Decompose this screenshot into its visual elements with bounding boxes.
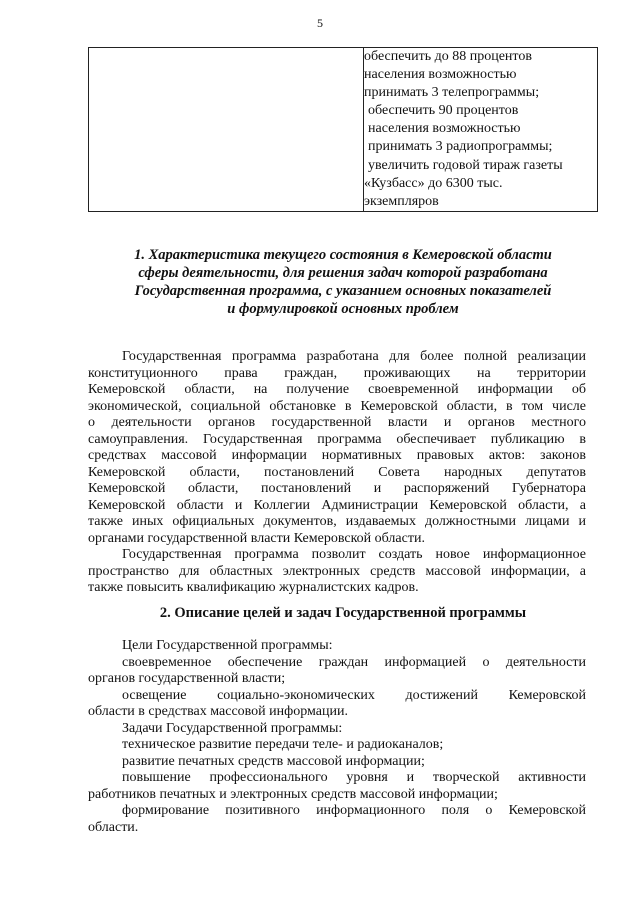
text-line: конституционного права граждан, проживающих на территории — [88, 365, 586, 381]
task-line: развитие печатных средств массовой информации; — [122, 753, 425, 769]
goal-line: своевременное обеспечение граждан информацией о деятельности — [122, 654, 586, 670]
table-right-cell — [364, 48, 598, 212]
task-line: формирование позитивного информационного поля о Кемеровской — [122, 803, 586, 818]
text-line: самоуправления. Государственная программа обеспечивает публикацию в — [88, 431, 586, 447]
text-line: органами государственной власти Кемеровской области. — [88, 530, 425, 546]
section1-title-line: 1. Характеристика текущего состояния в Кемеровской области — [134, 247, 552, 263]
section2-title — [88, 604, 598, 622]
section1-title-line: и формулировкой основных проблем — [227, 301, 459, 317]
text-line: также иных официальных документов, издаваемых должностными лицами и — [88, 514, 586, 529]
table-line: экземпляров — [364, 193, 439, 209]
section2-title-line: 2. Описание целей и задач Государственной программы — [159, 605, 527, 621]
section2-body — [88, 638, 586, 836]
text-line: пространство для областных электронных средств массовой информации, а — [88, 563, 586, 579]
table-line: принимать 3 телепрограммы; — [364, 85, 540, 101]
task-line: техническое развитие передачи теле- и радиоканалов; — [122, 737, 444, 752]
top-table — [88, 47, 598, 212]
goal-line: освещение социально-экономических достижений Кемеровской — [122, 687, 586, 703]
text-line: о деятельности органов государственной власти и органов местного — [88, 415, 586, 430]
section1-title-line: сферы деятельности, для решения задач которой разработана — [138, 265, 548, 281]
table-line: принимать 3 радиопрограммы; — [368, 139, 553, 155]
section1-paragraph-1 — [88, 349, 586, 597]
section1-title — [88, 246, 598, 318]
text-line: Кемеровской области, постановлений Совета народных депутатов — [88, 464, 586, 480]
text-line: средствах массовой информации нормативных правовых актов: законов — [88, 448, 586, 463]
text-line: Государственная программа разработана для более полной реализации — [122, 349, 586, 364]
table-line: «Кузбасс» до 6300 тыс. — [364, 175, 503, 191]
goal-line: органов государственной власти; — [88, 671, 286, 686]
text-line: Кемеровской области, на получение своевременной информации об — [88, 382, 586, 397]
table-line: увеличить годовой тираж газеты — [368, 157, 563, 173]
table-line: обеспечить до 88 процентов — [364, 49, 532, 64]
text-line: экономической, социальной обстановке в Кемеровской области, в том числе — [88, 398, 586, 414]
task-line: повышение профессионального уровня и творческой активности — [122, 770, 586, 785]
goal-line: области в средствах массовой информации. — [88, 704, 348, 719]
text-line: Кемеровской области, постановлений и распоряжений Губернатора — [88, 481, 586, 496]
table-line: обеспечить 90 процентов — [368, 103, 519, 119]
task-line: работников печатных и электронных средств массовой информации; — [88, 786, 498, 802]
table-left-cell — [89, 48, 364, 212]
section1-title-line: Государственная программа, с указанием основных показателей — [134, 283, 552, 299]
table-line: населения возможностью — [368, 121, 521, 137]
text-line: также повысить квалификацию журналистских кадров. — [88, 580, 419, 595]
table-line: населения возможностью — [364, 67, 517, 83]
page-number: 5 — [317, 16, 323, 30]
tasks-heading: Задачи Государственной программы: — [122, 720, 343, 736]
task-line: области. — [88, 819, 139, 835]
text-line: Кемеровской области и Коллегии Администрации Кемеровской области, а — [88, 497, 586, 513]
text-line: Государственная программа позволит создать новое информационное — [122, 547, 586, 562]
goals-heading: Цели Государственной программы: — [122, 638, 333, 653]
